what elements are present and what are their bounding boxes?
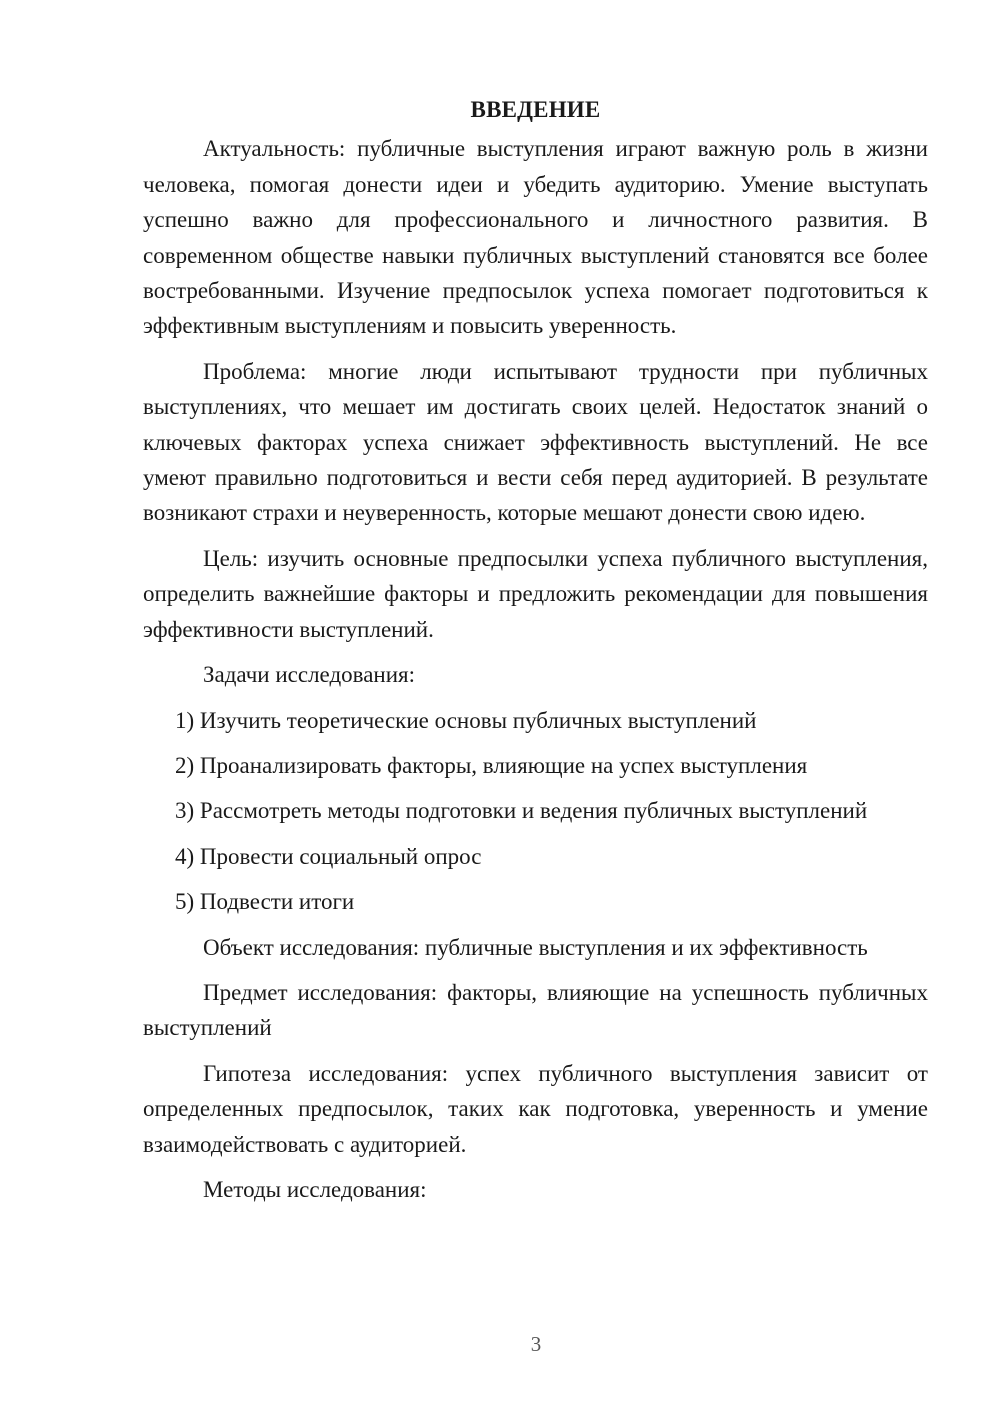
list-item: 4) Провести социальный опрос [175,843,482,869]
paragraph-goal: Цель: изучить основные предпосылки успеха публичного выступления, определить важнейшие факторы и предложить рекомендации для повышения эффективности выступлений. [143,545,928,642]
methods-heading: Методы исследования: [203,1176,427,1202]
tasks-list [143,703,928,920]
paragraph-relevance: Актуальность: публичные выступления играют важную роль в жизни человека, помогая донести идеи и убедить аудиторию. Умение выступать успешно важно для профессионального и личностного развития. В современном обществе навыки публичных выступлений становятся все более востребованными. Изучение предпосылок успеха помогает подготовиться к эффективным выступлениям и повысить уверенность. [143,136,928,339]
tasks-heading: Задачи исследования: [203,662,416,688]
list-item: 3) Рассмотреть методы подготовки и ведения публичных выступлений [175,798,868,824]
page-number: 3 [530,1332,542,1356]
paragraph-object: Объект исследования: публичные выступления и их эффективность [203,934,868,960]
list-item: 2) Проанализировать факторы, влияющие на успех выступления [175,752,808,778]
paragraph-subject: Предмет исследования: факторы, влияющие на успешность публичных выступлений [143,979,928,1041]
paragraph-hypothesis: Гипотеза исследования: успех публичного выступления зависит от определенных предпосылок, таких как подготовка, уверенность и умение взаимодействовать с аудиторией. [143,1060,928,1157]
list-item: 1) Изучить теоретические основы публичных выступлений [175,707,757,733]
page-title: ВВЕДЕНИЕ [470,97,601,122]
paragraph-problem: Проблема: многие люди испытывают трудности при публичных выступлениях, что мешает им достигать своих целей. Недостаток знаний о ключевых факторах успеха снижает эффективность выступлений. Не все умеют правильно подготовиться и вести себя перед аудиторией. В результате возникают страхи и неуверенность, которые мешают донести свою идею. [143,358,928,526]
page-content [143,92,928,1217]
list-item: 5) Подвести итоги [175,889,355,915]
